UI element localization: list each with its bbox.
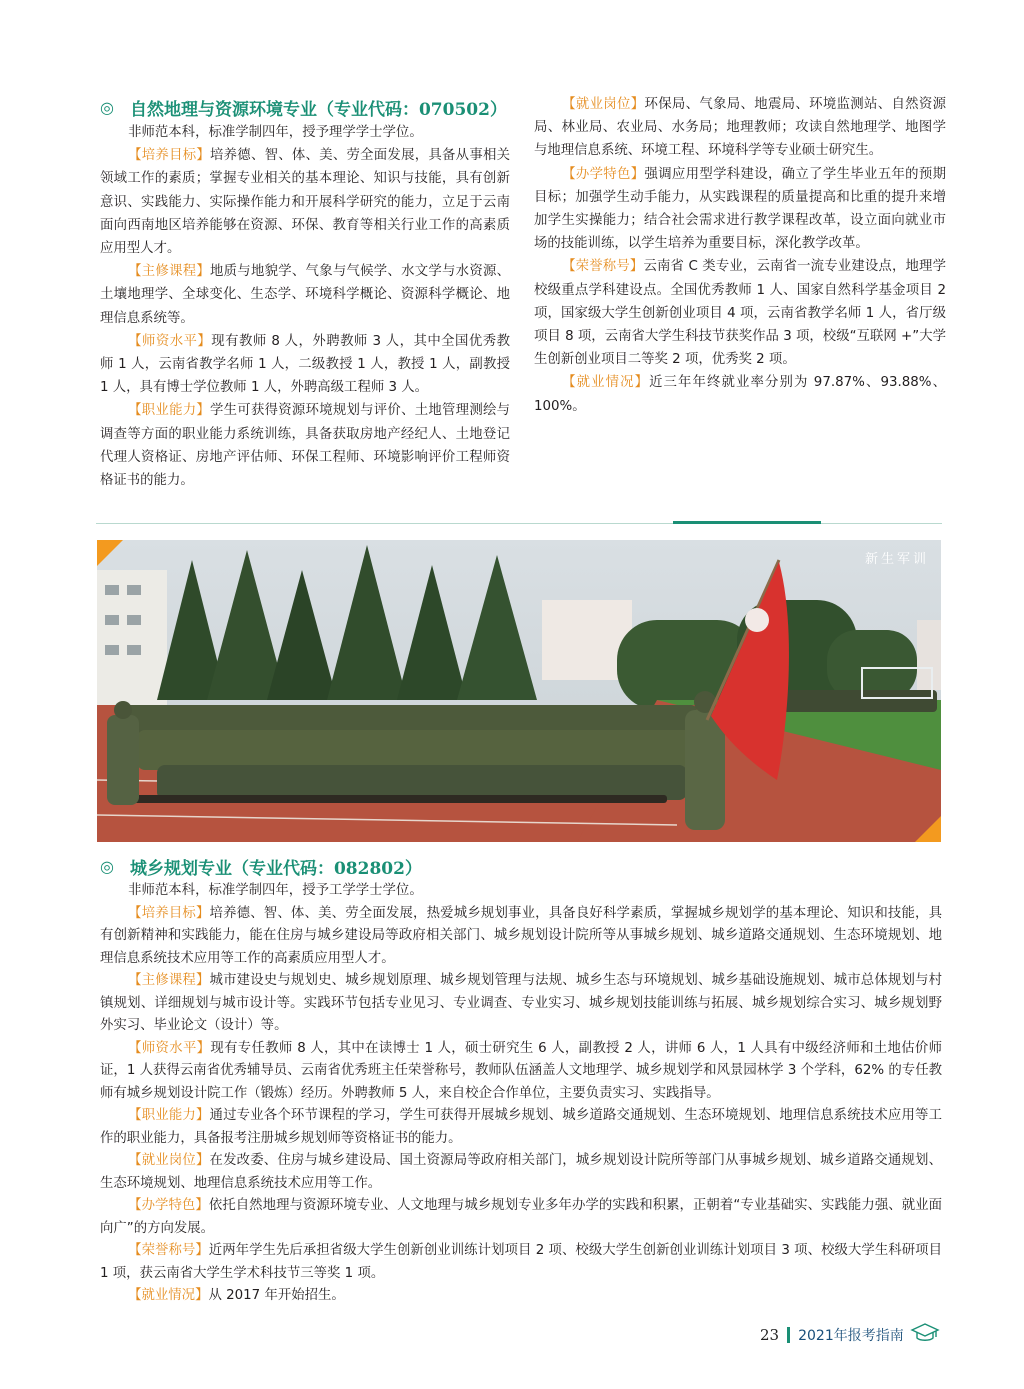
military-training-photo [97,540,941,842]
item-training-goal [100,144,510,260]
item-text: 依托自然地理与资源环境专业、人文地理与城乡规划专业多年办学的实践和积累，正朝着“专业基础实、实践能力强、就业面向广”的方向发展。 [100,1198,943,1236]
item-employment [100,1285,942,1308]
item-text: 城市建设史与规划史、城乡规划原理、城乡规划管理与法规、城乡生态与环境规划、城乡基础设施规划、城市总体规划与村镇规划、详细规划与城市设计等。实践环节包括专业见习、专业调查、专业实习、城乡规划技能训练与拓展、城乡规划综合实习、城乡规划野外实习、毕业论文（设计）等。 [100,973,942,1033]
section-title-geography [100,93,510,121]
left-column [100,93,510,492]
right-column [534,93,946,418]
footer-divider [787,1327,790,1343]
item-label: 【就业岗位】 [128,1153,210,1168]
item-text: 云南省 C 类专业，云南省一流专业建设点，地理学校级重点学科建设点。全国优秀教师 1 人、国家自然科学基金项目 2 项，国家级大学生创新创业项目 4 项，云南省教学名师 1 人，省厅级项目 8 项，云南省大学生科技节获奖作品 3 项，校级“互联网 +”大学生创新创业项目二等奖 2 项，优秀奖 2 项。 [534,259,947,368]
item-career-ability [100,1105,942,1150]
page-footer [760,1320,940,1350]
item-honors [534,255,946,371]
item-label: 【办学特色】 [562,166,645,182]
item-label: 【师资水平】 [128,1040,211,1056]
graduation-cap-icon [910,1322,940,1348]
photo-caption: 新生军训 [864,552,929,567]
item-faculty [100,330,510,400]
item-text: 近三年年终就业率分别为 97.87%、93.88%、100%。 [534,375,946,414]
intro-text: 非师范本科，标准学制四年，授予工学学士学位。 [128,883,423,898]
corner-decoration-top-left [97,540,123,566]
guide-title: 2021年报考指南 [798,1328,904,1344]
corner-decoration-bottom-right [915,816,941,842]
item-label: 【职业能力】 [128,403,211,419]
item-text: 现有教师 8 人，外聘教师 3 人，其中全国优秀教师 1 人，云南省教学名师 1 人，二级教授 1 人，教授 1 人，副教授 1 人，具有博士学位教师 1 人，外聘高级工程师 3 人。 [100,333,510,396]
item-career-ability [100,399,510,492]
photo-illustration [97,540,941,842]
item-label: 【就业情况】 [562,375,650,391]
item-text: 地质与地貌学、气象与气候学、水文学与水资源、土壤地理学、全球变化、生态学、环境科学概论、资源科学概论、地理信息系统等。 [100,264,511,326]
item-text: 强调应用型学科建设，确立了学生毕业五年的预期目标；加强学生动手能力，从实践课程的质量提高和比重的提升来增加学生实操能力；结合社会需求进行教学课程改革，设立面向就业市场的技能训练，以学生培养为重要目标，深化教学改革。 [534,166,947,252]
item-text: 近两年学生先后承担省级大学生创新创业训练计划项目 2 项、校级大学生创新创业训练计划项目 3 项、校级大学生科研项目 1 项，获云南省大学生学术科技节三等奖 1 项。 [100,1243,943,1281]
item-main-courses [100,970,942,1038]
item-label: 【职业能力】 [128,1108,210,1123]
item-label: 【荣誉称号】 [562,259,644,275]
section-title-urban [100,852,942,880]
item-label: 【主修课程】 [128,264,211,280]
item-text: 现有专任教师 8 人，其中在读博士 1 人，硕士研究生 6 人，副教授 2 人，讲师 6 人，1 人具有中级经济师和土地估价师证，1 人获得云南省优秀辅导员、云南省优秀班主任荣誉称号，教师队伍涵盖人文地理学、城乡规划学和风景园林学 3 个学科，62% 的专任教师有城乡规划设计院工作（锻炼）经历。外聘教师 5 人，来自校企合作单位，主要负责实习、实践指导。 [100,1040,943,1101]
item-text: 培养德、智、体、美、劳全面发展，热爱城乡规划事业，具备良好科学素质，掌握城乡规划学的基本理论、知识和技能，具有创新精神和实践能力，能在住房与城乡建设局等政府相关部门、城乡规划设计院所等从事城乡规划、城乡道路交通规划、生态环境规划、地理信息系统技术应用等工作的高素质应用型人才。 [100,905,942,966]
item-label: 【就业岗位】 [562,97,645,112]
section-title-text: 自然地理与资源环境专业（专业代码：070502） [129,99,507,120]
item-main-courses [100,260,510,330]
item-text: 从 2017 年开始招生。 [208,1288,345,1303]
item-label: 【培养目标】 [128,148,211,164]
intro-text: 非师范本科，标准学制四年，授予理学学士学位。 [128,125,423,140]
divider-accent [673,521,821,524]
item-text: 培养德、智、体、美、劳全面发展，具备从事相关领域工作的素质；掌握专业相关的基本理论、知识与技能，具有创新意识、实践能力、实际操作能力和开展科学研究的能力，立足于云南面向西南地区培养能够在资源、环保、教育等相关行业工作的高素质应用型人才。 [100,148,511,257]
item-employment [534,371,946,417]
circle-bullet-icon: ◎ [100,97,114,117]
urban-planning-section [100,852,942,1308]
item-label: 【办学特色】 [128,1198,209,1213]
item-training-goal [100,903,942,971]
item-features [100,1195,942,1240]
item-text: 环保局、气象局、地震局、环境监测站、自然资源局、林业局、农业局、水务局；地理教师；攻读自然地理学、地图学与地理信息系统、环境工程、环境科学等专业硕士研究生。 [534,97,947,159]
section-title-text: 城乡规划专业（专业代码：082802） [129,858,422,879]
page-number: 23 [760,1326,780,1344]
item-honors [100,1240,942,1285]
item-label: 【主修课程】 [128,973,210,988]
item-label: 【师资水平】 [128,333,212,349]
item-label: 【荣誉称号】 [128,1243,209,1258]
circle-bullet-icon: ◎ [100,856,114,876]
item-features [534,163,946,256]
item-text: 通过专业各个环节课程的学习，学生可获得开展城乡规划、城乡道路交通规划、生态环境规划、地理信息系统技术应用等工作的职业能力，具备报考注册城乡规划师等资格证书的能力。 [100,1108,942,1146]
item-faculty [100,1038,942,1106]
item-jobs [100,1150,942,1195]
item-label: 【就业情况】 [128,1288,209,1303]
item-text: 在发改委、住房与城乡建设局、国土资源局等政府相关部门，城乡规划设计院所等部门从事城乡规划、城乡道路交通规划、生态环境规划、地理信息系统技术应用等工作。 [100,1153,942,1191]
item-jobs [534,93,946,163]
item-text: 学生可获得资源环境规划与评价、土地管理测绘与调查等方面的职业能力系统训练，具备获取房地产经纪人、土地登记代理人资格证、房地产评估师、环保工程师、环境影响评价工程师资格证书的能力。 [100,403,511,489]
item-label: 【培养目标】 [128,905,210,921]
